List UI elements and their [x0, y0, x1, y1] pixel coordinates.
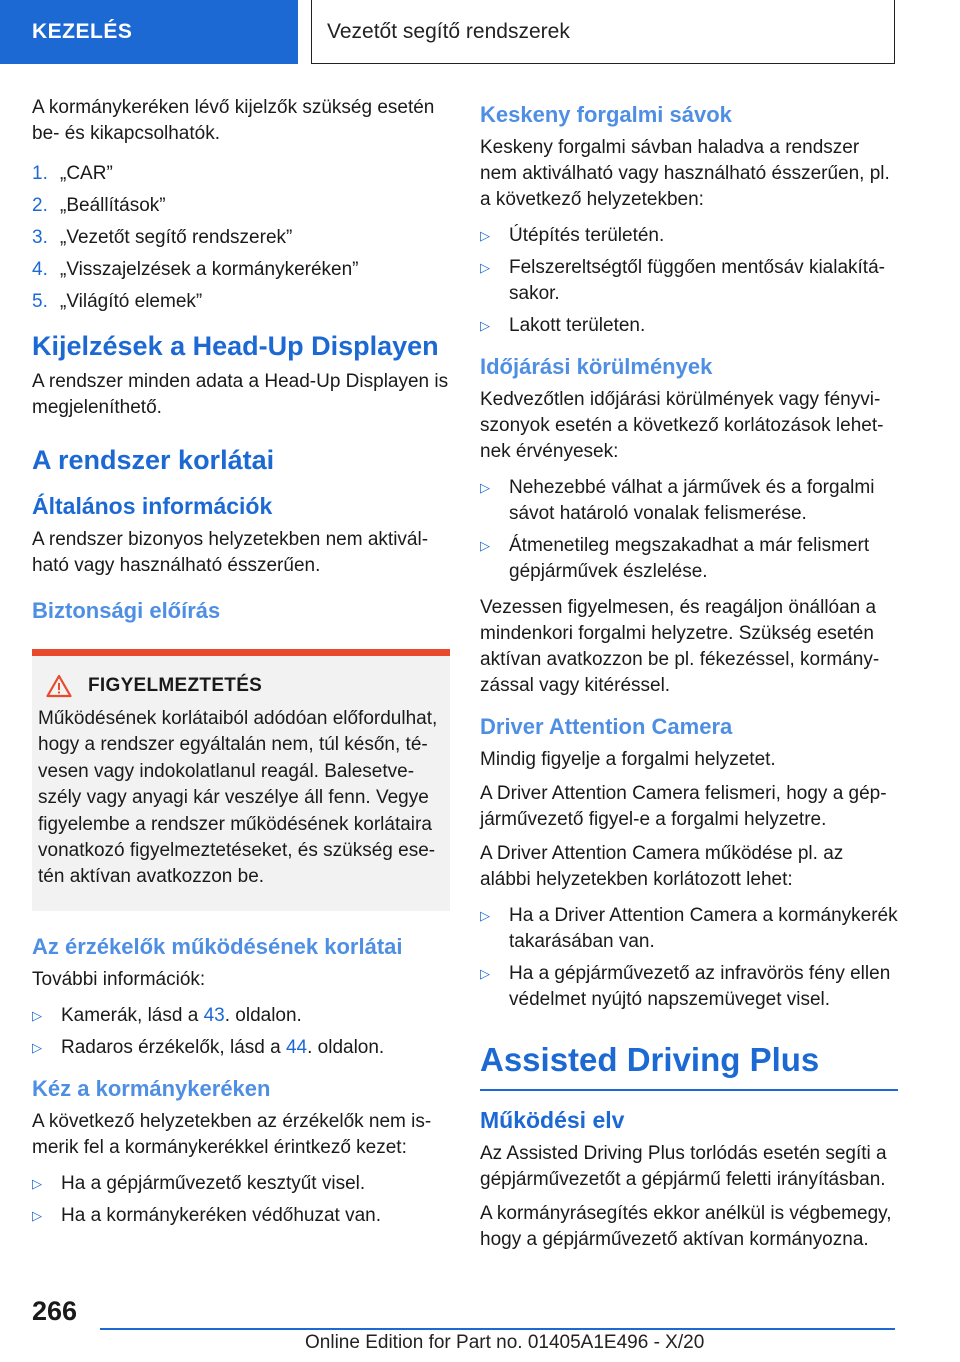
list-item-text: . oldalon. — [224, 1004, 302, 1026]
list-item-text: Ha a Driver Attention Camera a kormánykerék takarásában van. — [509, 905, 898, 952]
camera-paragraph: A Driver Attention Camera felismeri, hogy a gépjárművezető figyel-e a forgalmi helyzetre. — [480, 783, 887, 830]
warning-title-text: FIGYELMEZTETÉS — [88, 675, 263, 696]
section-tab[interactable]: KEZELÉS — [0, 0, 298, 64]
lanes-text: Keskeny forgalmi sávban haladva a rendszer nem aktiválható vagy használható ésszerűen, pl. a következő helyzetekben: — [480, 137, 890, 210]
step-item — [32, 257, 450, 283]
triangle-bullet-icon: ▷ — [480, 908, 490, 923]
list-item-text: Lakott területen. — [509, 315, 646, 336]
list-item-text: Ha a gépjárművezető kesztyűt visel. — [61, 1172, 366, 1194]
list-item — [480, 533, 898, 585]
warning-triangle-icon — [46, 674, 72, 698]
list-item — [32, 1203, 450, 1229]
step-number: 1. — [32, 163, 48, 184]
step-text: „Visszajelzések a kormánykeréken” — [60, 259, 359, 280]
list-item-text: . oldalon. — [307, 1036, 385, 1058]
triangle-bullet-icon: ▷ — [32, 1007, 42, 1023]
list-item — [480, 223, 898, 249]
triangle-bullet-icon: ▷ — [480, 480, 490, 495]
list-item-text: Ha a kormánykeréken védőhuzat van. — [61, 1204, 382, 1226]
hand-heading: Kéz a kormánykeréken — [32, 1075, 271, 1101]
warning-box — [32, 649, 450, 911]
list-item — [480, 903, 898, 955]
triangle-bullet-icon: ▷ — [480, 260, 490, 275]
hand-text: A következő helyzetekben az érzékelők nem ismerik fel a kormánykerékkel érintkező kezet: — [32, 1110, 432, 1158]
triangle-bullet-icon: ▷ — [32, 1039, 42, 1055]
right-column — [480, 95, 898, 1261]
list-item-text: Nehezebbé válhat a járművek és a forgalmi sávot határoló vonalak felismerése. — [509, 477, 875, 524]
list-item-text: Kamerák, lásd a — [61, 1004, 204, 1026]
camera-heading: Driver Attention Camera — [480, 714, 733, 739]
list-item — [32, 1171, 450, 1197]
list-item-text: Radaros érzékelők, lásd a — [61, 1036, 286, 1058]
triangle-bullet-icon: ▷ — [480, 228, 490, 243]
page-header — [0, 0, 960, 80]
step-number: 4. — [32, 259, 48, 280]
limits-heading: A rendszer korlátai — [32, 445, 275, 475]
step-item — [32, 161, 450, 187]
step-number: 5. — [32, 291, 48, 312]
sensor-intro: További információk: — [32, 968, 206, 990]
step-number: 3. — [32, 227, 48, 248]
camera-paragraph: A Driver Attention Camera működése pl. az alábbi helyzetekben korlátozott lehet: — [480, 843, 844, 890]
safety-heading: Biztonsági előírás — [32, 598, 221, 623]
list-item — [32, 1035, 450, 1061]
edition-text: Online Edition for Part no. 01405A1E496 - X/20 — [305, 1332, 705, 1353]
list-item — [480, 475, 898, 527]
step-text: „Vezetőt segítő rendszerek” — [60, 227, 293, 248]
hud-heading: Kijelzések a Head-Up Displayen — [32, 331, 439, 361]
intro-text: A kormánykeréken lévő kijelzők szükség esetén be- és kikapcsolhatók. — [32, 97, 435, 144]
page-number: 266 — [32, 1296, 78, 1326]
left-column — [32, 95, 450, 1239]
lanes-list — [480, 223, 898, 339]
triangle-bullet-icon: ▷ — [32, 1175, 42, 1191]
camera-paragraph: Mindig figyelje a forgalmi helyzetet. — [480, 749, 776, 770]
list-item — [480, 961, 898, 1013]
menu-steps — [32, 161, 450, 315]
step-text: „Beállítások” — [60, 195, 166, 216]
adp-heading: Assisted Driving Plus — [480, 1039, 898, 1091]
weather-text: Kedvezőtlen időjárási körülmények vagy fényviszonyok esetén a következő korlátozások lehetnek érvényesek: — [480, 389, 884, 462]
camera-list — [480, 903, 898, 1013]
sensor-heading: Az érzékelők működésének korlátai — [32, 933, 403, 959]
principle-paragraph: Az Assisted Driving Plus torlódás esetén segíti a gépjárművezetőt a gépjármű feletti irányításban. — [480, 1143, 887, 1190]
triangle-bullet-icon: ▷ — [480, 538, 490, 553]
triangle-bullet-icon: ▷ — [32, 1207, 42, 1223]
list-item-text: Átmenetileg megszakadhat a már felismert gépjárművek észlelése. — [509, 535, 870, 582]
step-text: „Világító elemek” — [60, 291, 203, 312]
hud-text: A rendszer minden adata a Head-Up Displayen is megjeleníthető. — [32, 371, 449, 418]
weather-heading: Időjárási körülmények — [480, 354, 713, 379]
list-item — [480, 313, 898, 339]
chapter-title: Vezetőt segítő rendszerek — [311, 0, 895, 64]
warning-title — [38, 674, 438, 698]
page-link[interactable]: 44 — [285, 1036, 308, 1058]
list-item-text: Felszereltségtől függően mentősáv kialakításakor. — [509, 257, 885, 304]
page-link[interactable]: 43 — [203, 1004, 225, 1026]
step-item — [32, 225, 450, 251]
sensor-list — [32, 1003, 450, 1061]
step-number: 2. — [32, 195, 48, 216]
triangle-bullet-icon: ▷ — [480, 966, 490, 981]
weather-note: Vezessen figyelmesen, és reagáljon önállóan a mindenkori forgalmi helyzetre. Szükség esetén aktívan avatkozzon be pl. fékezéssel, kormányzással vagy kitéréssel. — [480, 597, 880, 696]
list-item-text: Ha a gépjárművezető az infravörös fény ellen védelmet nyújtó napszemüveget visel. — [509, 963, 891, 1010]
principle-paragraph: A kormányrásegítés ekkor anélkül is végbemegy, hogy a gépjárművezető aktívan kormányozna. — [480, 1203, 892, 1250]
list-item — [32, 1003, 450, 1029]
step-item — [32, 289, 450, 315]
list-item — [480, 255, 898, 307]
hand-list — [32, 1171, 450, 1229]
list-item-text: Útépítés területén. — [509, 225, 665, 246]
general-heading: Általános információk — [32, 493, 273, 519]
general-text: A rendszer bizonyos helyzetekben nem aktiválható vagy használható ésszerűen. — [32, 529, 429, 576]
step-item — [32, 193, 450, 219]
weather-list — [480, 475, 898, 585]
triangle-bullet-icon: ▷ — [480, 318, 490, 333]
principle-heading: Működési elv — [480, 1107, 625, 1133]
lanes-heading: Keskeny forgalmi sávok — [480, 102, 732, 127]
step-text: „CAR” — [60, 163, 113, 184]
warning-text: Működésének korlátaiból adódóan előfordulhat, hogy a rendszer egyáltalán nem, túl későn, tévesen vagy indokolatlanul reagál. Balesetveszély vagy anyagi kár veszélye áll fenn. Vegye figyelembe a rendszer működésének korlátaira vonatkozó figyelmeztetéseket, és szükség esetén aktívan avatkozzon be. — [38, 708, 438, 888]
